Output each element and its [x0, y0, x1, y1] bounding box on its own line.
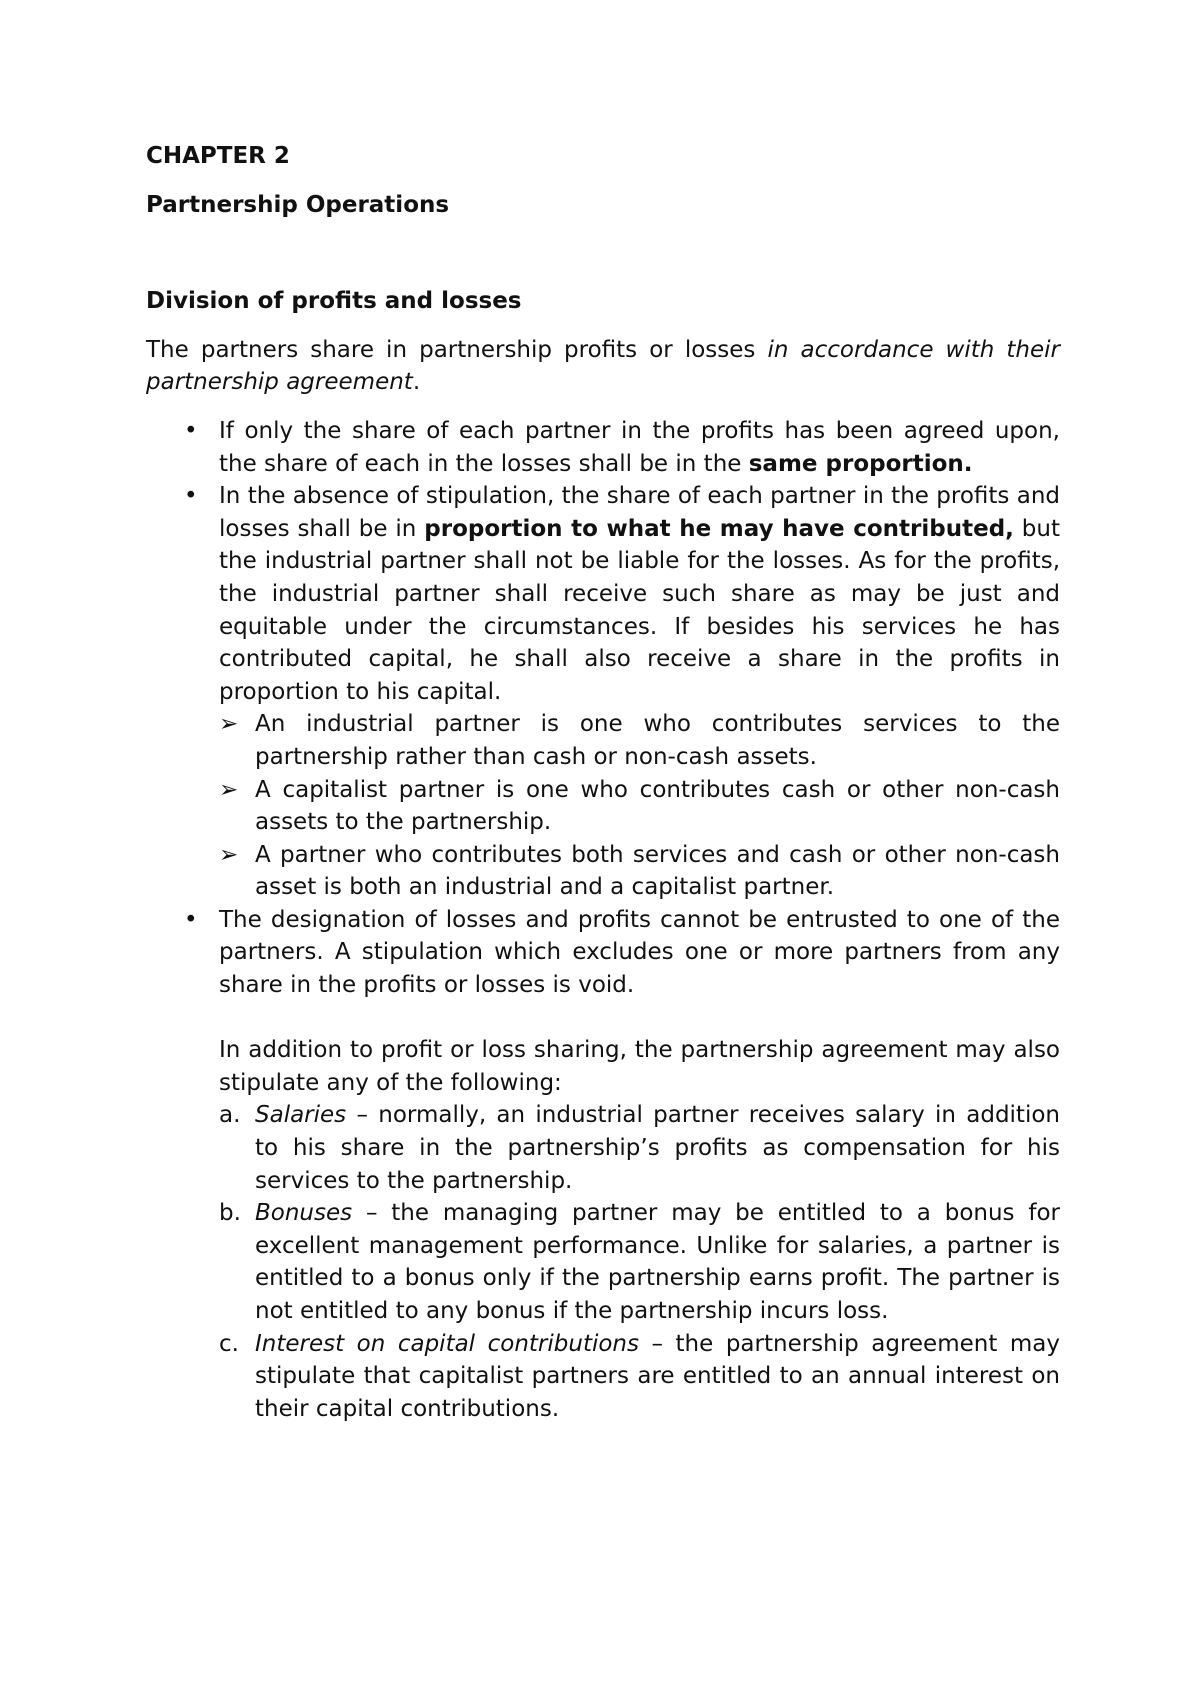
bullet-item	[146, 480, 1060, 904]
intro-italic-text: in accordance with their partnership agreement	[146, 336, 1060, 396]
list-text: – normally, an industrial partner receives salary in addition to his share in the partnership’s profits as compensation for his services to the partnership.	[255, 1102, 1060, 1194]
bullet-text: If only the share of each partner in the profits has been agreed upon, the share of each in the losses shall be in the	[219, 417, 1060, 477]
intro-text: The partners share in partnership profits or losses	[146, 336, 768, 363]
section-heading: Division of profits and losses	[146, 288, 522, 315]
rules-bullet-list	[146, 415, 1060, 1002]
bullet-text: In the absence of stipulation, the share of each partner in the profits and losses shall be in	[219, 483, 1060, 542]
intro-end: .	[412, 369, 421, 396]
bullet-text: The designation of losses and profits cannot be entrusted to one of the partners. A stipulation which excludes one or more partners from any share in the profits or losses is void.	[219, 906, 1060, 999]
bullet-bold-text: proportion to what he may have contributed,	[424, 515, 1014, 542]
intro-paragraph	[146, 334, 1060, 399]
list-term: Bonuses	[255, 1200, 353, 1227]
arrow-icon: ➢	[219, 841, 239, 868]
partner-types-list	[219, 708, 1060, 904]
list-term: Interest on capital contributions	[255, 1330, 639, 1357]
stipulations-list	[219, 1099, 1060, 1425]
sub-bullet-text: A partner who contributes both services and cash or other non-cash asset is both an industrial and a capitalist partner.	[255, 841, 1060, 901]
list-text: – the managing partner may be entitled to a bonus for excellent management performance. Unlike for salaries, a partner is entitled to a bonus only if the partnership earns profit. The partner is not entitled to any bonus if the partnership incurs loss.	[255, 1200, 1060, 1324]
sub-bullet-text: An industrial partner is one who contributes services to the partnership rather than cash or non-cash assets.	[255, 711, 1060, 770]
list-text: – the partnership agreement may stipulate that capitalist partners are entitled to an annual interest on their capital contributions.	[255, 1330, 1060, 1422]
bullet-icon: •	[184, 417, 198, 444]
bullet-text-continued: but the industrial partner shall not be liable for the losses. As for the profits, the industrial partner shall receive such share as may be just and equitable under the circumstances. If besides his services he has contributed capital, he shall also receive a share in the profits in proportion to his capital.	[219, 515, 1060, 705]
bullet-icon: •	[184, 483, 198, 510]
bullet-bold-text: same proportion.	[748, 450, 973, 477]
sub-bullet-item	[219, 839, 1060, 904]
list-letter: a.	[219, 1102, 241, 1129]
bullet-item	[146, 904, 1060, 1002]
addition-paragraph: In addition to profit or loss sharing, the partnership agreement may also stipulate any of the following:	[219, 1037, 1060, 1096]
list-letter: c.	[219, 1330, 239, 1357]
document-body	[146, 140, 1060, 1425]
list-item	[219, 1328, 1060, 1426]
list-letter: b.	[219, 1200, 241, 1227]
list-term: Salaries	[255, 1102, 347, 1129]
sub-bullet-item	[219, 708, 1060, 773]
list-item	[219, 1099, 1060, 1197]
sub-bullet-item	[219, 774, 1060, 839]
arrow-icon: ➢	[219, 711, 239, 738]
list-item	[219, 1197, 1060, 1327]
arrow-icon: ➢	[219, 776, 239, 803]
bullet-icon: •	[184, 906, 198, 933]
chapter-title: Partnership Operations	[146, 191, 450, 218]
sub-bullet-text: A capitalist partner is one who contributes cash or other non-cash assets to the partnership.	[255, 776, 1060, 836]
chapter-label: CHAPTER 2	[146, 143, 290, 169]
bullet-item	[146, 415, 1060, 480]
